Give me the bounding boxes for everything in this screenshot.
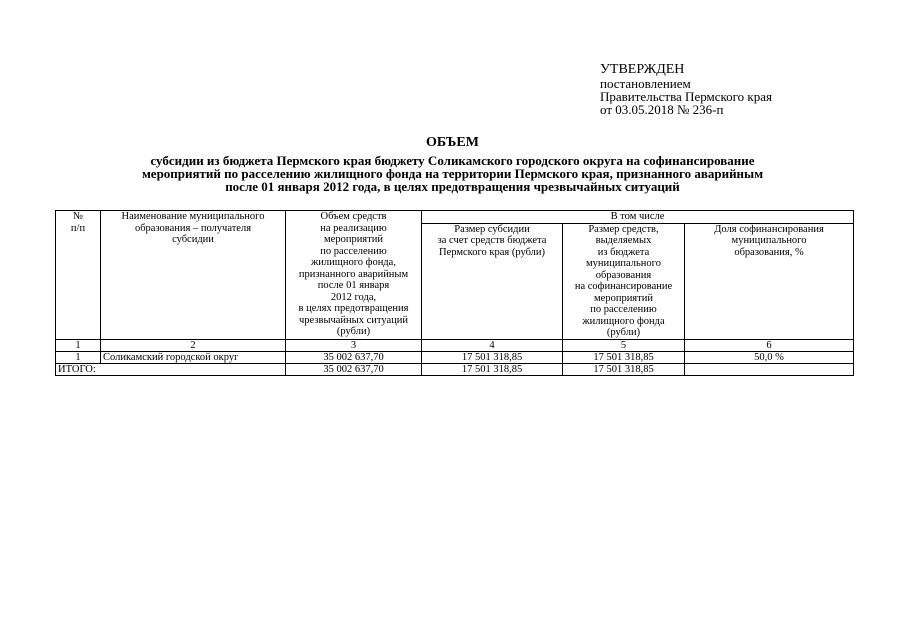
approval-line-3: от 03.05.2018 № 236-п bbox=[600, 102, 724, 117]
document-subtitle bbox=[60, 154, 845, 193]
table-row bbox=[56, 351, 854, 363]
column-number: 1 bbox=[56, 339, 101, 351]
total-row bbox=[56, 363, 854, 375]
row-subsidy: 17 501 318,85 bbox=[422, 351, 563, 363]
row-share: 50,0 % bbox=[685, 351, 854, 363]
column-number-row bbox=[56, 339, 854, 351]
approval-stamp bbox=[600, 62, 772, 116]
subtitle-line-2: мероприятий по расселению жилищного фонда на территории Пермского края, признанного аварийным bbox=[141, 166, 764, 181]
subtitle-line-3: после 01 января 2012 года, в целях предотвращения чрезвычайных ситуаций bbox=[225, 179, 680, 194]
total-municipal: 17 501 318,85 bbox=[563, 363, 685, 375]
row-name: Соликамский городской округ bbox=[101, 351, 286, 363]
column-number: 6 bbox=[685, 339, 854, 351]
approval-line-2: Правительства Пермского края bbox=[600, 89, 772, 104]
total-volume: 35 002 637,70 bbox=[286, 363, 422, 375]
header-subsidy: Размер субсидии за счет средств бюджета Пермского края (рубли) bbox=[422, 223, 563, 339]
row-volume: 35 002 637,70 bbox=[286, 351, 422, 363]
total-label: ИТОГО: bbox=[56, 363, 286, 375]
header-share: Доля софинансирования муниципального образования, % bbox=[685, 223, 854, 339]
header-municipal: Размер средств, выделяемых из бюджета муниципального образования на софинансирование мероприятий по расселению жилищного фонда (рубли) bbox=[563, 223, 685, 339]
header-volume: Объем средств на реализацию мероприятий по расселению жилищного фонда, признанного аварийным после 01 января 2012 года, в целях предотвращения чрезвычайных ситуаций (рубли) bbox=[286, 211, 422, 340]
table-header-row bbox=[56, 211, 854, 224]
approval-line-1: постановлением bbox=[600, 76, 691, 91]
subtitle-line-1: субсидии из бюджета Пермского края бюджету Соликамского городского округа на софинансирование bbox=[150, 153, 755, 168]
header-including: В том числе bbox=[422, 211, 854, 224]
header-name: Наименование муниципального образования – получателя субсидии bbox=[101, 211, 286, 340]
approval-title: УТВЕРЖДЕН bbox=[600, 62, 685, 77]
total-subsidy: 17 501 318,85 bbox=[422, 363, 563, 375]
row-municipal: 17 501 318,85 bbox=[563, 351, 685, 363]
header-num: № п/п bbox=[56, 211, 101, 340]
column-number: 5 bbox=[563, 339, 685, 351]
column-number: 4 bbox=[422, 339, 563, 351]
document-title: ОБЪЕМ bbox=[426, 135, 479, 150]
subsidy-table bbox=[55, 210, 854, 376]
column-number: 3 bbox=[286, 339, 422, 351]
total-share bbox=[685, 363, 854, 375]
row-num: 1 bbox=[56, 351, 101, 363]
column-number: 2 bbox=[101, 339, 286, 351]
